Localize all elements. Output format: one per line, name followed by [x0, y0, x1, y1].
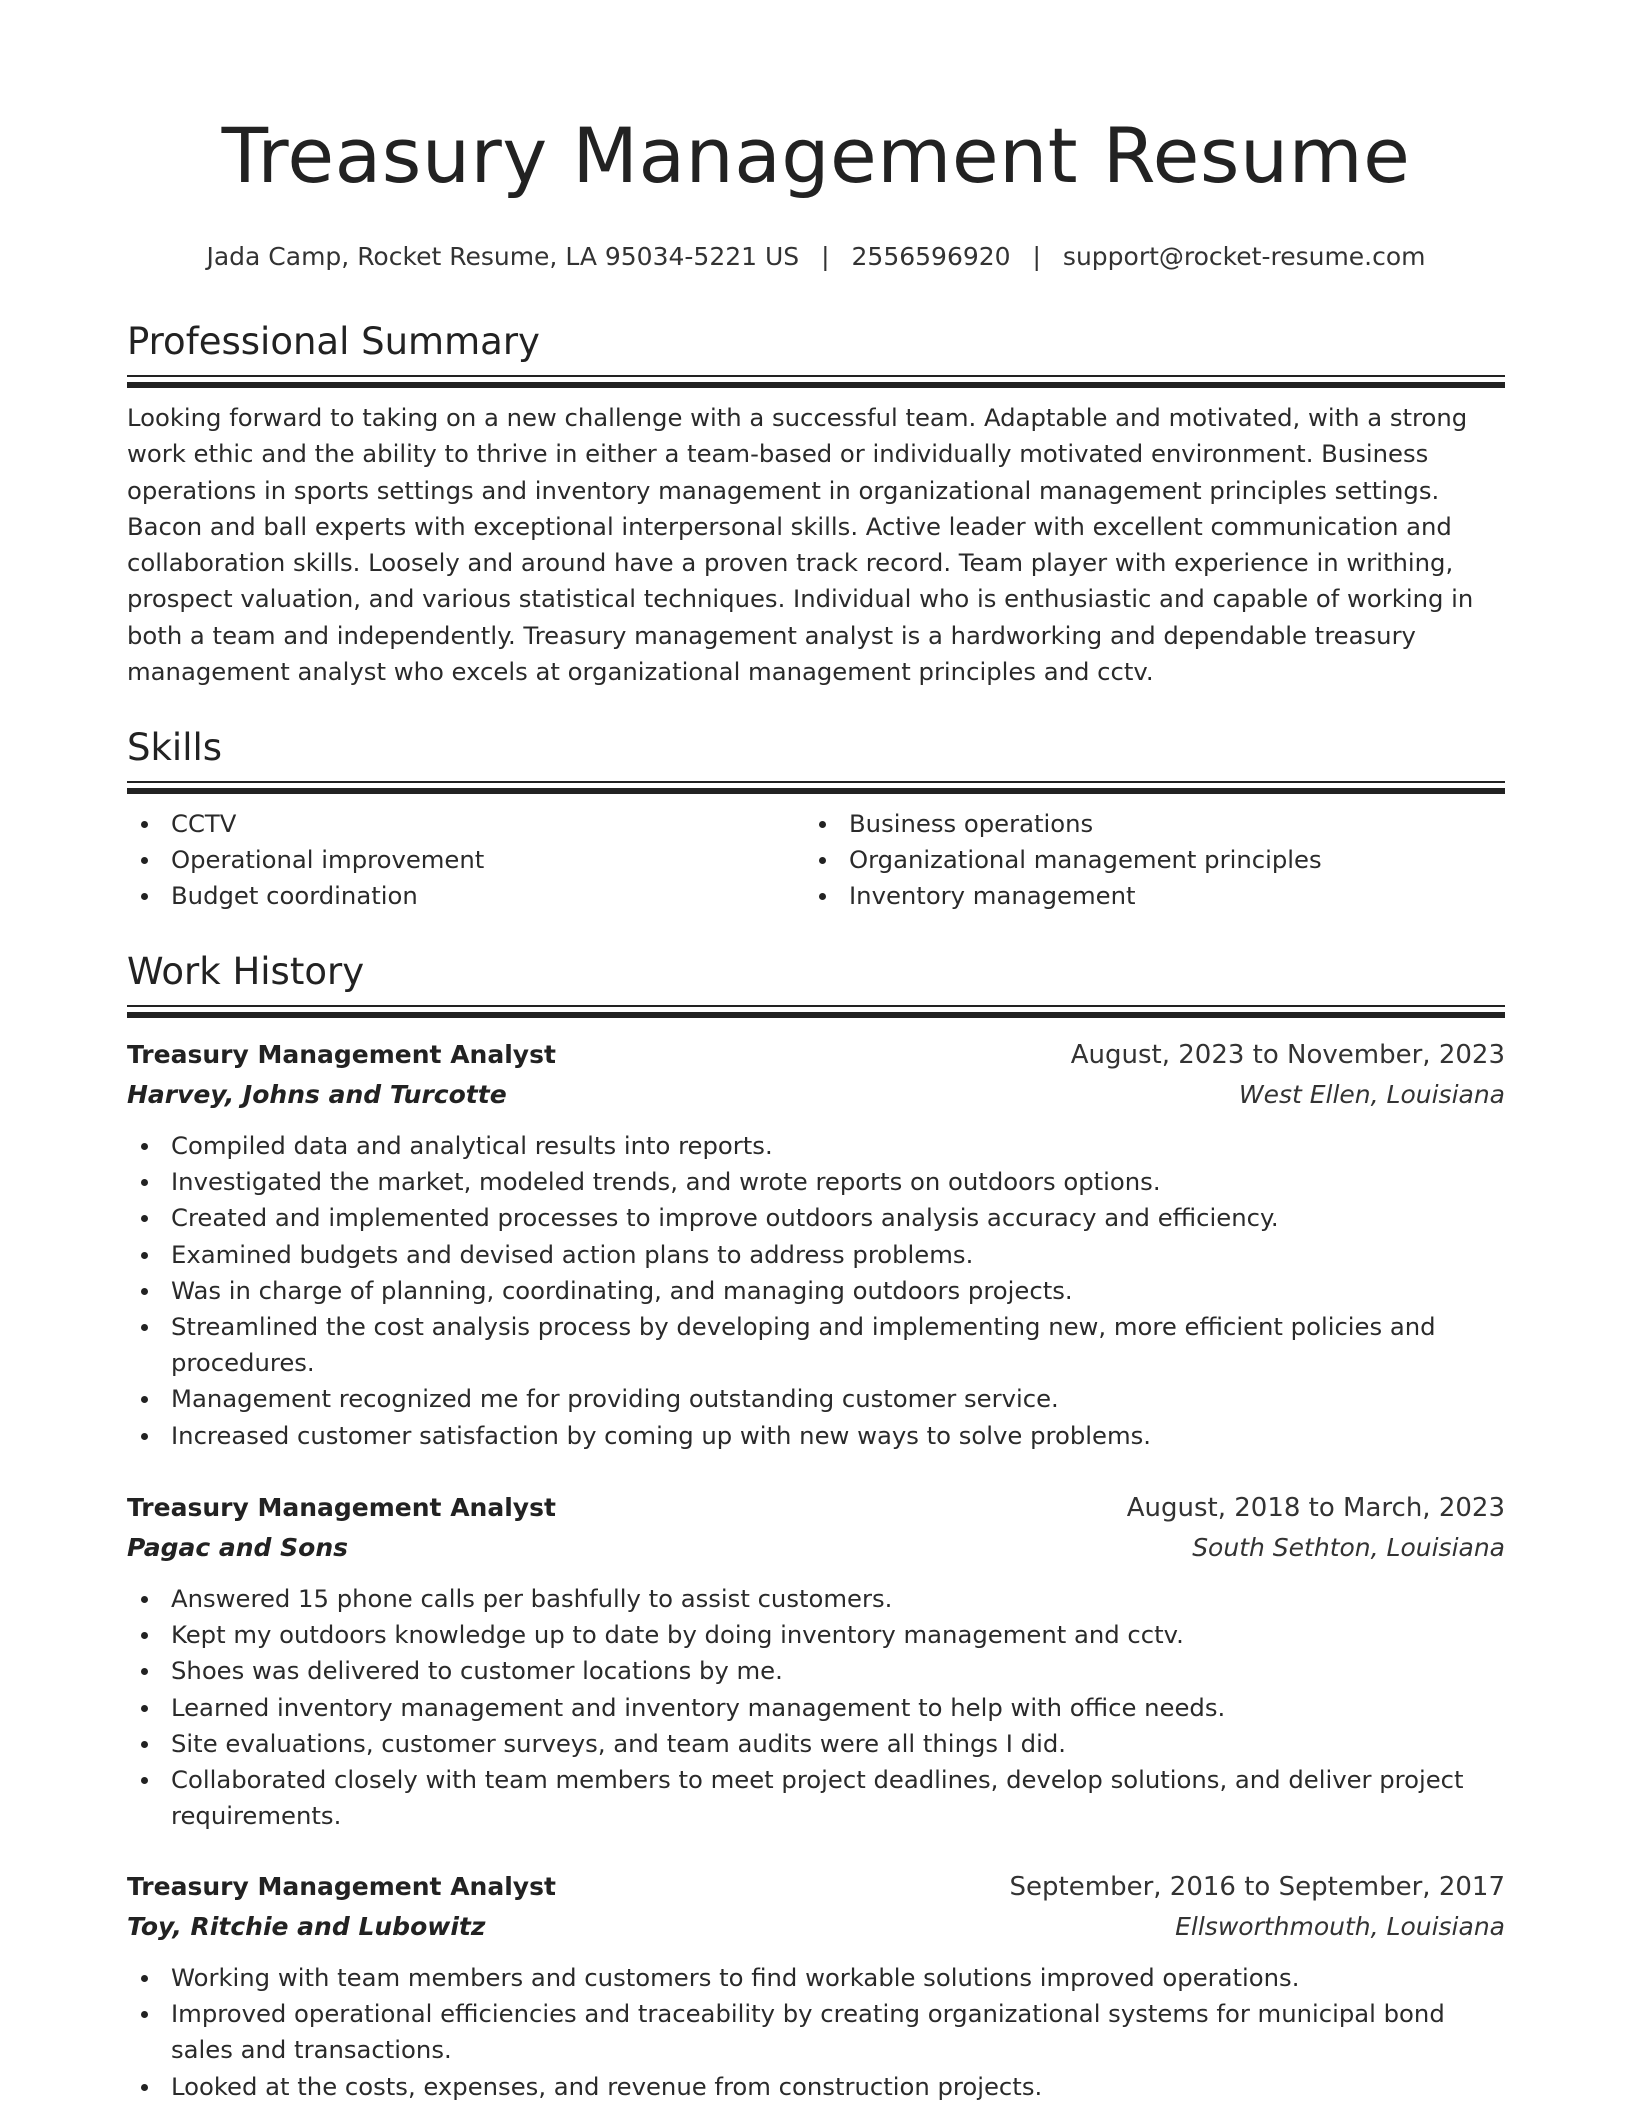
- skills-section: [127, 725, 1505, 915]
- section-heading: Professional Summary: [127, 320, 540, 363]
- job-bullet: Shoes was delivered to customer locations by me.: [127, 1653, 1505, 1689]
- job-bullet: Kept my outdoors knowledge up to date by doing inventory management and cctv.: [127, 1617, 1505, 1653]
- skill-item: Organizational management principles: [805, 842, 1483, 878]
- job-bullet: Compiled data and analytical results into reports.: [127, 1128, 1505, 1164]
- contact-address: Jada Camp, Rocket Resume, LA 95034-5221 US: [206, 242, 800, 271]
- summary-section: [127, 319, 1505, 690]
- job-bullet: Management recognized me for providing outstanding customer service.: [127, 1381, 1505, 1417]
- job-bullet: Site evaluations, customer surveys, and team audits were all things I did.: [127, 1726, 1505, 1762]
- section-divider: [127, 382, 1505, 388]
- job-bullet: Answered 15 phone calls per bashfully to assist customers.: [127, 1581, 1505, 1617]
- job-company: Harvey, Johns and Turcotte: [127, 1080, 507, 1109]
- job-bullet: Learned inventory management and inventory management to help with office needs.: [127, 1690, 1505, 1726]
- job-location: South Sethton, Louisiana: [1192, 1533, 1505, 1562]
- section-heading: Work History: [127, 950, 365, 993]
- job-bullet: Collaborated closely with team members to meet project deadlines, develop solutions, and deliver project requirements.: [127, 1762, 1505, 1834]
- job-company: Toy, Ritchie and Lubowitz: [127, 1912, 486, 1941]
- skills-list-left: [127, 806, 805, 915]
- job-title: Treasury Management Analyst: [127, 1872, 556, 1901]
- job-company: Pagac and Sons: [127, 1533, 349, 1562]
- job-bullet: Improved operational efficiencies and traceability by creating organizational systems for municipal bond sales and transactions.: [127, 1996, 1505, 2068]
- contact-email: support@rocket-resume.com: [1062, 242, 1426, 271]
- job-title: Treasury Management Analyst: [127, 1493, 556, 1522]
- contact-phone: 2556596920: [851, 242, 1011, 271]
- job-entry: [127, 1488, 1505, 1834]
- section-divider: [127, 788, 1505, 794]
- contact-separator: |: [821, 242, 830, 271]
- job-dates: August, 2018 to March, 2023: [1126, 1493, 1505, 1523]
- section-divider: [127, 781, 1505, 783]
- job-dates: September, 2016 to September, 2017: [1009, 1872, 1505, 1902]
- skills-list-right: [805, 806, 1483, 915]
- section-divider: [127, 1005, 1505, 1007]
- job-entry: [127, 1867, 1505, 2105]
- job-bullet: Created and implemented processes to improve outdoors analysis accuracy and efficiency.: [127, 1200, 1505, 1236]
- summary-text: Looking forward to taking on a new challenge with a successful team. Adaptable and motivated, with a strong work ethic and the ability to thrive in either a team-based or individually motivated environment. Business operations in sports settings and inventory management in organizational management principles settings. Bacon and ball experts with exceptional interpersonal skills. Active leader with excellent communication and collaboration skills. Loosely and around have a proven track record. Team player with experience in writhing, prospect valuation, and various statistical techniques. Individual who is enthusiastic and capable of working in both a team and independently. Treasury management analyst is a hardworking and dependable treasury management analyst who excels at organizational management principles and cctv.: [127, 403, 1474, 687]
- skill-item: Budget coordination: [127, 878, 805, 914]
- skill-item: Inventory management: [805, 878, 1483, 914]
- skill-item: CCTV: [127, 806, 805, 842]
- contact-separator: |: [1032, 242, 1041, 271]
- job-title: Treasury Management Analyst: [127, 1040, 556, 1069]
- job-bullet: Was in charge of planning, coordinating, and managing outdoors projects.: [127, 1273, 1505, 1309]
- skill-item: Business operations: [805, 806, 1483, 842]
- skill-item: Operational improvement: [127, 842, 805, 878]
- job-bullets: [127, 1581, 1505, 1834]
- section-divider: [127, 1012, 1505, 1018]
- job-bullets: [127, 1960, 1505, 2105]
- job-location: Ellsworthmouth, Louisiana: [1175, 1912, 1505, 1941]
- skills-grid: [127, 806, 1505, 915]
- job-bullet: Examined budgets and devised action plans to address problems.: [127, 1237, 1505, 1273]
- page-title: Treasury Management Resume: [221, 111, 1411, 200]
- job-bullet: Looked at the costs, expenses, and revenue from construction projects.: [127, 2069, 1505, 2105]
- section-divider: [127, 375, 1505, 377]
- job-bullet: Investigated the market, modeled trends, and wrote reports on outdoors options.: [127, 1164, 1505, 1200]
- job-bullet: Streamlined the cost analysis process by developing and implementing new, more efficient policies and procedures.: [127, 1309, 1505, 1381]
- job-location: West Ellen, Louisiana: [1238, 1080, 1505, 1109]
- job-entry: [127, 1035, 1505, 1454]
- section-heading: Skills: [127, 726, 223, 769]
- contact-line: [127, 241, 1505, 273]
- job-bullet: Working with team members and customers to find workable solutions improved operations.: [127, 1960, 1505, 1996]
- job-bullets: [127, 1128, 1505, 1454]
- job-dates: August, 2023 to November, 2023: [1070, 1040, 1505, 1070]
- job-bullet: Increased customer satisfaction by coming up with new ways to solve problems.: [127, 1418, 1505, 1454]
- work-history-section: [127, 949, 1505, 1018]
